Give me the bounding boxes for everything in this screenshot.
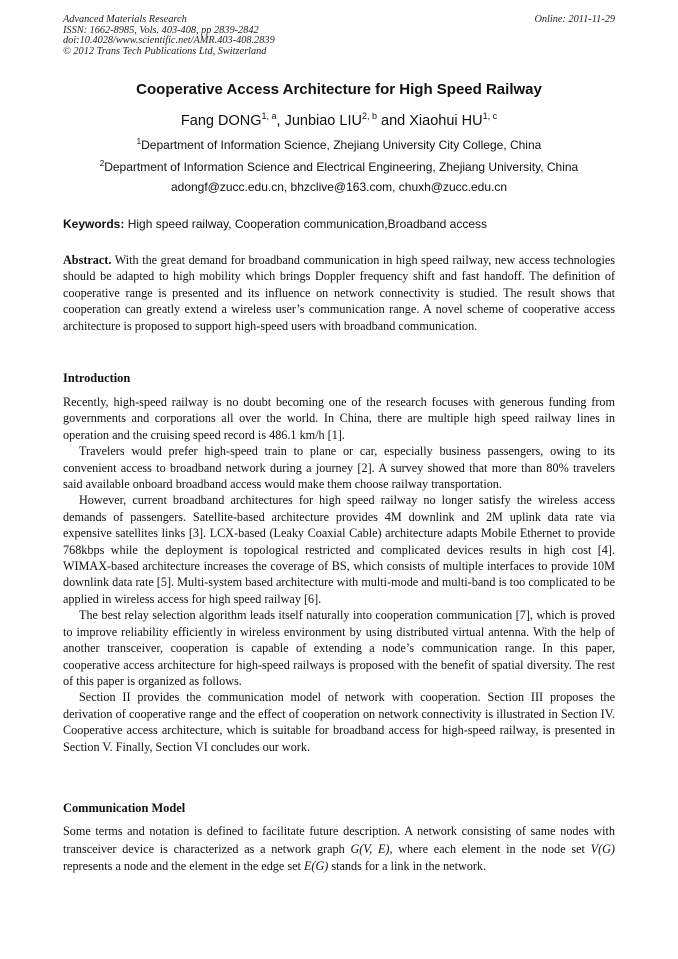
doi-line: doi:10.4028/www.scientific.net/AMR.403-408.2839 xyxy=(63,35,275,46)
abstract-text: With the great demand for broadband communication in high speed railway, new access technologies should be adapted to high mobility which brings Doppler frequency shift and fast handoff. The definition of cooperative range is presented and its influence on network connectivity is studied. The result shows that cooperation can greatly extend a wireless user’s communication range. A novel scheme of cooperative access architecture is proposed to support high-speed users with broadband communication. xyxy=(63,253,615,333)
online-date: Online: 2011-11-29 xyxy=(534,14,615,25)
text-run: , where each element in the node set xyxy=(389,841,591,856)
communication-model-body xyxy=(63,823,615,876)
section-heading-communication-model: Communication Model xyxy=(63,801,186,815)
text-run: stands for a link in the network. xyxy=(328,859,487,873)
introduction-body xyxy=(63,394,615,755)
paragraph xyxy=(63,823,615,876)
paragraph: Section II provides the communication model of network with cooperation. Section III proposes the derivation of cooperative range and the effect of cooperation on network connectivity is illustrated in Section IV. Cooperative access architecture, which is suitable for broadband access for high-speed railway, is presented in Section V. Finally, Section VI concludes our work. xyxy=(63,690,615,754)
author-name: , Junbiao LIU xyxy=(276,113,362,129)
author-affiliation-mark: 1, a xyxy=(261,111,277,121)
keywords-text: High speed railway, Cooperation communication,Broadband access xyxy=(124,217,488,231)
affiliation-text: Department of Information Science, Zhejiang University City College, China xyxy=(141,138,542,152)
author-name: and Xiaohui HU xyxy=(376,113,483,129)
journal-header xyxy=(63,15,615,57)
affiliation-2 xyxy=(0,160,678,174)
journal-name: Advanced Materials Research xyxy=(63,14,187,25)
section-heading-introduction: Introduction xyxy=(63,371,131,385)
affiliation-1 xyxy=(0,138,678,152)
keywords xyxy=(63,217,623,231)
text-run: represents a node and the element in the edge set xyxy=(63,859,304,873)
paragraph: The best relay selection algorithm leads itself naturally into cooperation communication [7], which is proved to improve reliability efficiently in wireless environment by using distributed virtual antenna. With the help of another transceiver, cooperation is capable of extending a node’s communication range. In this paper, cooperative access architecture for high-speed railways is proposed with the benefit of spatial diversity. The rest of this paper is organized as follows. xyxy=(63,608,615,688)
text-run: Some terms and notation is defined to facilitate future description. A network consisting of same nodes with transceiver device is characterized as a network graph xyxy=(63,824,615,856)
copyright-line: © 2012 Trans Tech Publications Ltd, Switzerland xyxy=(63,45,267,57)
issn-line: ISSN: 1662-8985, Vols. 403-408, pp 2839-2842 xyxy=(63,24,259,36)
math-node-set: V(G) xyxy=(590,841,615,856)
affiliation-number: 2 xyxy=(99,159,105,168)
math-graph: G(V, E) xyxy=(350,841,390,856)
affiliation-text: Department of Information Science and Electrical Engineering, Zhejiang University, China xyxy=(104,160,579,174)
author-name: Fang DONG xyxy=(180,113,262,129)
author-list xyxy=(0,113,678,129)
author-affiliation-mark: 1, c xyxy=(482,111,498,121)
paragraph: However, current broadband architectures for high speed railway no longer satisfy the wireless access demands of passengers. Satellite-based architecture provides 4M downlink and 2M uplink data rate via expensive satellites links [3]. LCX-based (Leaky Coaxial Cable) architecture adapts Mobile Ethernet to provide 768kbps while the deployment is topological restricted and complicated devices results in high cost [4]. WIMAX-based architecture increases the coverage of BS, which consists of multiple interfaces to provide 10M downlink data rate [5]. Multi-system based architecture with multi-mode and multi-band is too complicated to be applied in wireless access for high speed railway [6]. xyxy=(63,493,615,606)
paper-title: Cooperative Access Architecture for High Speed Railway xyxy=(136,81,542,98)
author-emails: adongf@zucc.edu.cn, bhzclive@163.com, chuxh@zucc.edu.cn xyxy=(170,180,508,194)
paragraph: Travelers would prefer high-speed train to plane or car, especially business passengers, owing to its convenient access to broadband network during a journey [2]. A survey showed that more than 80% travelers said available onboard broadband access would make them choose railway transportation. xyxy=(63,444,615,492)
abstract-label: Abstract. xyxy=(63,253,112,267)
abstract xyxy=(63,252,615,334)
author-affiliation-mark: 2, b xyxy=(361,111,377,121)
paragraph: Recently, high-speed railway is no doubt becoming one of the research focuses with generous funding from governments and corporations all over the world. In China, there are multiple high speed railway lines in operation and the cruising speed record is 486.1 km/h [1]. xyxy=(63,395,615,442)
keywords-label: Keywords: xyxy=(63,217,125,231)
affiliation-number: 1 xyxy=(136,137,142,146)
math-edge-set: E(G) xyxy=(303,859,329,873)
